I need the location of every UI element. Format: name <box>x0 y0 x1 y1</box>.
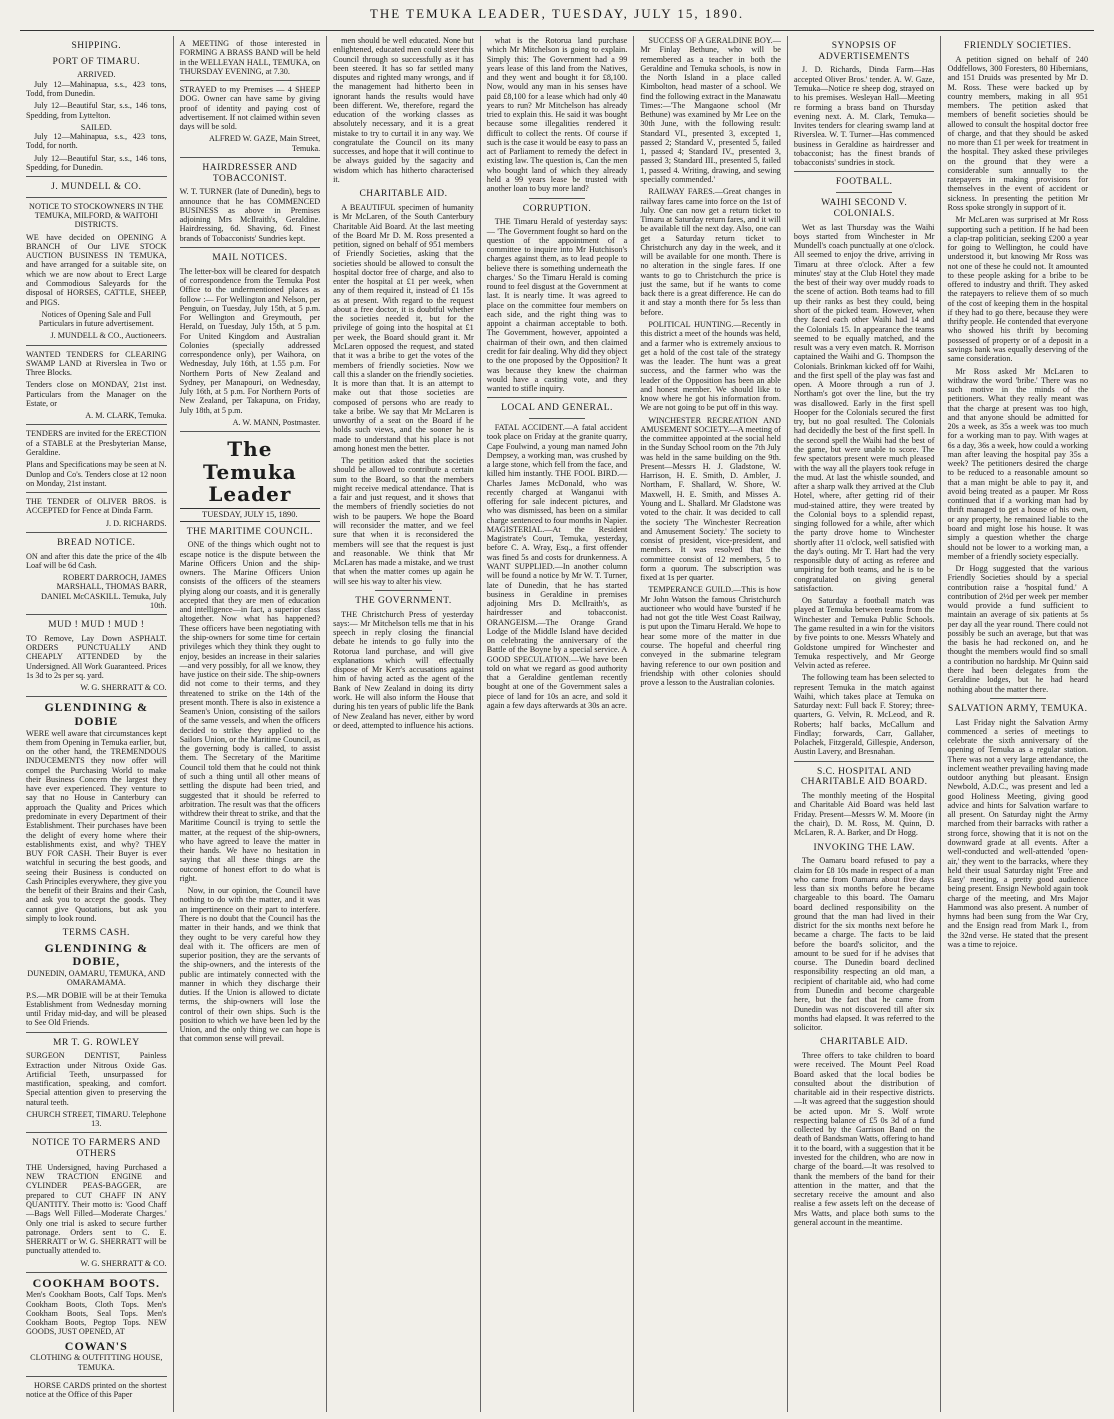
ad-body: WE have decided on OPENING A BRANCH of Our LIVE STOCK AUCTION BUSINESS IN TEMUKA, and have arranged for a suitable site, on which we are now about to Erect Large and Commodious Saleyards for the disposal of HORSES, CATTLE, SHEEP, and PIGS. <box>26 232 167 307</box>
article-body: FATAL ACCIDENT.—A fatal accident took place on Friday at the granite quarry, Cape Foulwind, a young man named John Dempsey, a working man, was crushed by a large stone, which fell from the face, and killed him instantly. THE FOOL BIRD.—Charles James McDonald, who was recently charged at Wanganui with offering for sale indecent pictures, and who was dismissed, has been on a similar charge sentenced to four months in Napier. MAGISTERIAL.—At the Resident Magistrate's Court, Temuka, yesterday, before C. A. Wray, Esq., a first offender was fined 5s and costs for drunkenness. A WANT SUPPLIED.—In another column will be found a notice by Mr W. T. Turner, late of Dunedin, that he has started business in Geraldine in premises adjoining Mrs D. McIlraith's, as hairdresser and tobacconist. ORANGEISM.—The Orange Grand Lodge of the Middle Island have decided on celebrating the anniversary of the Battle of the Boyne by a special service. A GOOD SPECULATION.—We have been told on what we regard as good authority that a Geraldine gentleman recently bought at one of the Government sales a piece of land for 10s an acre, and sold it again a few days afterwards at 30s an acre. <box>486 423 628 710</box>
divider <box>487 397 628 398</box>
article-body: Wet as last Thursday was the Waihi boys started from Winchester in Mr Mundell's coach punctually at one o'clock. All seemed to enjoy the drive, arriving in Timaru at three o'clock. After a few minutes' stay at the Club Hotel they made the best of their way over muddy roads to the scene of action. Both teams had to fill up their ranks as best they could, being short of the picked team. However, when they faced each other Waihi had 14 and the Colonials 15. In appearance the teams seemed to be equally matched, and the result was a very even match. R. Morrison captained the Waihi and G. Thompson the Colonials. Brinkman kicked off for Waihi, and the first spell of the play was fast and open. A Moore through a run of J. Northam's got over the line, but the try was disallowed. Early in the first spell Hooper for the Colonials secured the first try, but no goal resulted. The Colonials had decidedly the best of the first spell. In the second spell the Waihi had the best of the game, but were unable to score. The few spectators present were much pleased with the way all the players took refuge in the mud. At last the whistle sounded, and after a sharp walk they arrived at the Club Hotel, where, after getting rid of their mud-stained attire, they were treated by the Colonial boys to a splendid repast, singing followed for a while, after which the party drove home to Winchester shortly after 11 o'clock, well satisfied with the day's outing. Mr T. Hart had the very responsible duty of acting as referee and umpiring for both teams, and he is to be congratulated on giving general satisfaction. <box>793 222 935 593</box>
arrival-entry: July 12—Mahinapua, s.s., 423 tons, Todd, from Dunedin. <box>26 79 167 98</box>
ad-title: COOKHAM BOOTS. <box>32 1275 160 1290</box>
column-6 <box>788 36 942 1412</box>
ad-body: STRAYED to my Premises — 4 SHEEP DOG. Owner can have same by giving proof of identity and paying cost of advertisement. If not claimed within seven days will be sold. <box>179 85 321 132</box>
article-body: Now, in our opinion, the Council have nothing to do with the matter, and it was an impertinence on their part to interfere. There is no doubt that the Council has the matter in their hands, and we think that they ought to be very careful how they deal with it. The officers are men of superior position, they are the servants of the ship-owners, and the interests of the public are intimately connected with the manner in which they discharge their duties. If the Union is allowed to dictate terms, the ship-owners will lose the control of their own ships. Such is the position to which we have been led by the Union, and the only thing we can hope is that common sense will prevail. <box>179 886 321 1044</box>
article-body: The Oamaru board refused to pay a claim for £8 10s made in respect of a man who came from Oamaru about five days less than six months before he became chargeable to this board. The Oamaru board declined responsibility on the ground that the man had lived in their district for the six months next before he became a charge. The facts to be laid before the board's solicitor, and the amount to be sued for if he advises that course. The Dunedin board declined responsibility respecting an old man, a recipient of charitable aid, who had come from Dunedin and become chargeable here, but the fact that he came from Dunedin was not discovered till after six months had elapsed. It was referred to the solicitor. <box>793 856 935 1033</box>
ad-body: CLOTHING & OUTFITTING HOUSE, TEMUKA. <box>30 1353 163 1372</box>
divider <box>26 492 167 493</box>
column-2 <box>174 36 328 1412</box>
ad-body: TO Remove, Lay Down ASPHALT. ORDERS PUNCTUALLY AND CHEAPLY ATTENDED by the Undersigned. All Work Guaranteed. Prices 1s 3d to 2s per sq. yard. <box>26 633 167 680</box>
column-5 <box>634 36 788 1412</box>
ad-body: WERE well aware that circumstances kept them from Opening in Temuka earlier, but, on the other hand, the TREMENDOUS INDUCEMENTS they now offer will compel the Purchasing World to make their Business Concern the largest they have ever experienced. They venture to say that no House in Canterbury can approach the Quality and Prices which predominate in every Department of their Establishment. Their purchases have been the delight of every home where their establishments exist, and why? THEY BUY FOR CASH. Their Buyer is ever watchful in securing the best goods, and seeing their Business is conducted on Cash Principles everywhere, they give you the benefit of their Brains and their Cash, and ask you to accept the goods. They cannot give Quotations, but ask you simply to look round. <box>26 728 167 923</box>
column-7 <box>941 36 1094 1412</box>
article-subheading: INVOKING THE LAW. <box>813 842 915 853</box>
cookham-ad <box>26 1277 167 1372</box>
column-4 <box>481 36 635 1412</box>
divider <box>26 345 167 346</box>
ad-body: Plans and Specifications may be seen at N. Dunlop and Co's. Tenders close at 12 noon on Monday, 21st instant. <box>26 460 167 488</box>
article-body: The petition asked that the societies should be allowed to contribute a certain sum to the Board, so that the members might receive medical attendance. That is a fair and just request, and it shows that the members of friendly societies do not wish to be paupers. We hope the Board will reconsider the matter, and we feel sure that when it is reconsidered the members will see that the request is just and reasonable. We think that Mr McLaren has made a mistake, and we trust that when the matter comes up again he will see his way to alter his view. <box>333 456 474 586</box>
ad-signature: ALFRED W. GAZE, Main Street, Temuka. <box>208 134 321 153</box>
divider <box>26 532 167 533</box>
article-subheading: WAIHI SECOND V. COLONIALS. <box>821 198 908 219</box>
ad-title: MUD ! MUD ! MUD ! <box>48 620 145 631</box>
article-body: THE Christchurch Press of yesterday says:— Mr Mitchelson tells me that in his speech in reply closing the financial debate he intends to go fully into the Rotorua land purchase, and will give explanations which will effectually dispose of Mr Kerr's accusations against him of having acted as the agent of the Bank of New Zealand in doing its dirty work. He will also inform the House that during his ten years of public life the Bank of New Zealand has never, either by word or deed, attempted to influence his actions. <box>333 609 474 730</box>
ad-title: MR T. G. ROWLEY <box>53 1037 140 1048</box>
stock-ad <box>26 202 167 341</box>
ad-body: HORSE CARDS printed on the shortest notice at the Office of this Paper <box>26 1380 167 1400</box>
article-body: Last Friday night the Salvation Army commenced a series of meetings to celebrate the sixth anniversary of the opening of Temuka as a regular station. There was not a very large attendance, the inclement weather prevailing having made outdoor anything but pleasant. Ensign Newbold, A.D.C., was present and led a good Holiness Meeting, giving good advice and hints for Salvation warfare to all present. On Saturday night the Army marched from their barracks with rather a strong force, showing that it is not on the downward grade at all events. After a well-conducted and well-attended 'open-air,' they went to the barracks, where they held their usual Saturday night 'Free and Easy' meeting, a pretty good audience being present. Ensign Newbold again took charge of the meeting, and Mrs Major Hammond was also present. A number of hymns had been sung from the War Cry, and the Ensign read from Mark I., from the 32nd verse. He stated that the present was a time to rejoice. <box>947 717 1089 949</box>
divider <box>794 171 935 172</box>
ad-title: MAIL NOTICES. <box>212 252 288 263</box>
ad-title: TENDERS are invited for the ERECTION of a STABLE at the Presbyterian Manse, Geraldine. <box>26 429 167 457</box>
ad-body: THE Undersigned, having Purchased a NEW TRACTION ENGINE and CYLINDER PEAS-BAGGER, are prepared to CUT CHAFF IN ANY QUANTITY. Their motto is: 'Good Chaff—Bags Well Filled—Moderate Charges.' Only one trial is asked to secure further patronage. Orders sent to C. E. SHERRATT or W. G. SHERRATT will be punctually attended to. <box>26 1162 167 1256</box>
ad-signature: ROBERT DARROCH, JAMES MARSHALL, THOMAS BARR, DANIEL McCASKILL. Temuka, July 10th. <box>40 573 167 610</box>
article-body: J. D. Richards, Dinda Farm—Has accepted Oliver Bros.' tender. A. W. Gaze, Temuka—Notice re sheep dog, strayed on to his premises. Wesleyan Hall—Meeting re forming a brass band on Thursday evening next. A. M. Clark, Temuka—Invites tenders for clearing swamp land at Riverslea. W. T. Turner—Has commenced business in Geraldine as hairdresser and tobacconist; has the finest brands of tobacconists' sundries in stock. <box>793 65 935 168</box>
masthead-rule <box>20 30 1094 31</box>
oliver-ad <box>26 497 167 528</box>
ad-signature: W. G. SHERRATT & CO. <box>80 683 167 693</box>
divider <box>26 176 167 177</box>
ad-body: Men's Cookham Boots, Calf Tops. Men's Cookham Boots, Cloth Tops. Men's Cookham Boots, Seal Tops. Men's Cookham Boots, Pegtop Tops. NEW GOODS, JUST OPENED, AT <box>26 1290 167 1337</box>
article-heading: FOOTBALL. <box>835 177 893 188</box>
page-masthead: THE TEMUKA LEADER, TUESDAY, JULY 15, 1890. <box>369 6 745 21</box>
article-body: The monthly meeting of the Hospital and Charitable Aid Board was held last Friday. Present—Messrs W. M. Moore (in the chair), D. M. Ross, M. Quinn, D. McLaren, R. A. Barker, and Dr Hogg. <box>793 791 935 838</box>
terms-label: TERMS CASH. <box>62 928 130 939</box>
article-body: Mr Ross asked Mr McLaren to withdraw the word 'bribe.' There was no such motive in the minds of the petitioners. What they really meant was that the charge at present was too high, and that anyone should be admitted for 20s a week, as 35s a week was too much for a working man to pay. With wages at 6s a day, 36s a week, how could a working man after leaving the hospital pay 35s a week? The petitioners desired the charge to be reduced to a reasonable amount so that a man might be able to pay it, and avoid being treated as a pauper. Mr Ross continued that if a working man had by thrift managed to get a house of his own, or any property, he remained liable to the board and might lose his house. It was simply a question whether the charge should not be lower to a working man, a member of a friendly society especially. <box>947 366 1089 561</box>
column-3 <box>327 36 481 1412</box>
divider <box>26 1272 167 1273</box>
divider <box>529 198 585 199</box>
sailed-label: SAILED. <box>80 122 112 132</box>
article-body: men should be well educated. None but enlightened, educated men could steer this Council through so successfully as it has been steered. It has so far settled many disputes and righted many wrongs, and if the management had hitherto been in ignorant hands the results would have been different. We, therefore, regard the education of the working classes as absolutely necessary, and it is a great mistake to try to curtail it in any way. We congratulate the Council on its many successes, and hope that it will continue to be always guided by the sagacity and wisdom which has hitherto characterised it. <box>333 36 474 184</box>
ad-signature: J. D. RICHARDS. <box>105 518 167 528</box>
news-item: SUCCESS OF A GERALDINE BOY.—Mr Finlay Bethune, who will be remembered as a teacher in both the Geraldine and Temuka schools, is now in the North Island in a place called Kimbolton, head master of a school. We find the following extract in the Manawatu Times:—'The Mangaone school (Mr Bethune) was examined by Mr Lee on the 30th June, with the following result: Standard VI., presented 3, excepted 1, passed 2; Standard V., presented 5, failed 1, passed 4; Standard IV., presented 3, passed 3; Standard III., presented 5, failed 1, passed 4. Writing, drawing, and sewing specially commended.' <box>640 36 781 184</box>
ad-body: DUNEDIN, OAMARU, TEMUKA, AND OMARAMAMA. <box>27 968 166 988</box>
ad-body: The letter-box will be cleared for despatch of correspondence from the Temuka Post Office to the undermentioned places as follow :— For Wellington and Nelson, per Penguin, on Tuesday, July 15th, at 5 p.m. For Wellington and Greymouth, per Herald, on Tuesday, July 15th, at 5 p.m. For United Kingdom and Australian Colonies (specially addressed correspondence only), per Waihora, on Wednesday, July 16th, at 1.55 p.m. For Northern Ports of New Zealand and Sydney, per Manapouri, on Wednesday, July 16th, at 5 p.m. For Northern Ports of New Zealand, per Takapuna, on Friday, July 18th, at 5 p.m. <box>179 266 321 415</box>
article-heading: LOCAL AND GENERAL. <box>501 403 613 414</box>
brass-band-ad <box>180 39 321 76</box>
article-body: On Saturday a football match was played at Temuka between teams from the Winchester and Temuka Public Schools. The game resulted in a win for the visitors by five points to one. Messrs Whately and Goldstone umpired for Winchester and Temuka respectively, and Mr George Velvin acted as referee. <box>793 596 935 671</box>
divider <box>180 157 321 158</box>
article-subheading: CHARITABLE AID. <box>820 1037 909 1048</box>
article-body: The following team has been selected to represent Temuka in the match against Waihi, which takes place at Temuka on Saturday next: Full back F. Storey; three-quarters, G. Velvin, R. McLeod, and R. Roberts; half backs, McCallum and Findlay; forwards, Carr, Gallaher, Polachek, Fitzgerald, Gillespie, Anderson, Austin Lavery, and Bresnahan. <box>793 673 935 757</box>
article-body: A petition signed on behalf of 240 Oddfellows, 300 Foresters, 80 Hibernians, and 151 Druids was presented by Mr D. M. Ross. These were backed up by country members, making in all 951 members. The petition asked that members of benefit societies should be allowed to consult the hospital doctor free of charge, and that they should be asked no more than £1 per week for treatment in the hospital. They asked these privileges on the ground that they were a considerable sum annually to the ratepayers in making provisions for themselves in the event of accident or sickness. In presenting the petition Mr Ross spoke strongly in support of it. <box>947 54 1089 212</box>
rowley-ad <box>26 1038 167 1129</box>
divider <box>990 698 1046 699</box>
divider <box>26 696 167 697</box>
ad-heading: J. MUNDELL & CO. <box>51 182 142 193</box>
ad-body: ON and after this date the price of the 4lb Loaf will be 6d Cash. <box>26 551 167 570</box>
article-heading: CORRUPTION. <box>522 203 592 214</box>
hairdresser-ad <box>180 163 321 243</box>
ad-body: THE TENDER of OLIVER BROS. is ACCEPTED for Fence at Dinda Farm. <box>26 497 167 516</box>
column-grid <box>20 36 1094 1412</box>
news-item: RAILWAY FARES.—Great changes in railway fares came into force on the 1st of July. One can now get a return ticket to Timaru at Saturday return fares, and it will be available till the next day. Also, one can get a Saturday return ticket to Christchurch any day in the week, and it will be available for one month. There is no alteration in the single fares. If one wants to go to Christchurch the price is just the same, but if he wants to come back there is a great difference. He can do it and stay a month there for 5s less than before. <box>640 187 781 317</box>
article-heading: SYNOPSIS OF ADVERTISEMENTS <box>818 41 910 62</box>
farmers-ad <box>26 1138 167 1267</box>
ad-title: BREAD NOTICE. <box>57 537 136 548</box>
news-item: TEMPERANCE GUILD.—This is how Mr John Watson the famous Christchurch auctioneer who would have 'bursted' if he had not got the title West Coast Railway, is put upon the Timaru Herald. We hope to hear some more of the matter in due course. The hopeful and cheerful ring conveyed in the submarine telegram having reference to our own position and friendship with other colonies should prove a lesson to the Australian colonies. <box>640 585 781 688</box>
divider <box>26 1132 167 1133</box>
mud-ad <box>26 620 167 692</box>
strayed-ad <box>180 85 321 153</box>
clearing-ad <box>26 350 167 421</box>
ad-body: Tenders close on MONDAY, 21st inst. Particulars from the Manager on the Estate, or <box>26 380 167 408</box>
glendining-ad <box>26 701 167 1027</box>
divider <box>836 192 892 193</box>
article-body: ONE of the things which ought not to escape notice is the dispute between the Marine Officers Union and the ship-owners. The Marine Officers Union consists of the officers of the steamers plying along our coasts, and it is generally accepted that they are men of education and intelligence—in fact, a superior class altogether. Now what has happened? These officers have been negotiating with the ship-owners for some time for certain privileges which they think they ought to enjoy, besides an increase in their salaries—and very possibly, for all we know, they have justice on their side. The ship-owners did not come to their terms, and they threatened to strike on the 14th of the present month. There is also in existence a Seamen's Union, consisting of the sailors of the same vessels, and when the officers decided to strike they applied to the Sailors Union, or the Maritime Council, as the governing body is called, to assist them. The Secretary of the Maritime Council told them that he could not think of such a thing until all other means of settling the dispute had been tried, and suggested that it should be referred to arbitration. The result was that the officers withdrew their threat to strike, and that the Maritime Council is trying to settle the matter, at the request of the ship-owners, who have agreed to leave the matter in their hands. We have no hesitation in saying that all these things are the outcome of honest effort to do what is right. <box>179 540 321 883</box>
divider <box>26 197 167 198</box>
ad-body: P.S.—MR DOBIE will be at their Temuka Establishment from Wednesday morning until Friday mid-day, and will be pleased to See Old Friends. <box>26 990 167 1028</box>
ad-body: SURGEON DENTIST, Painless Extraction under Nitrous Oxide Gas. Artificial Teeth, unsurpassed for mastification, speaking, and comfort. Special attention given to preserving the natural teeth. <box>26 1051 167 1107</box>
shipping-heading: SHIPPING. <box>71 41 122 51</box>
article-body: A BEAUTIFUL specimen of humanity is Mr McLaren, of the South Canterbury Charitable Aid Board. At the last meeting of the Board Mr D. M. Ross presented a petition, signed on behalf of 951 members of Friendly Societies, asking that the societies should be allowed to consult the hospital doctor free of charge, and also to enter the hospital at £1 per week, when any of them required it, instead of £1 15s as at present. With regard to the request about a free doctor, it is doubtful whether the societies needed it, but for the privilege of going into the hospital at £1 per week, the Board should grant it. Mr McLaren opposed the request, and stated that it was a bribe to get the votes of the members of friendly societies. Now we call this a slander on the friendly societies. It is more than that. It is an attempt to make out that those societies are composed of persons who are ready to take a bribe. We say that Mr McLaren is unworthy of a seat on the Board if he holds such views, and the sooner he is made to understand that his place is not among honest men the better. <box>333 202 474 453</box>
divider <box>375 590 431 591</box>
ad-signature: A. M. CLARK, Temuka. <box>85 411 167 421</box>
divider <box>794 761 935 762</box>
ad-title: GLENDINING & DOBIE <box>44 700 149 729</box>
divider <box>26 614 167 615</box>
ad-title: NOTICE TO STOCKOWNERS IN THE TEMUKA, MILFORD, & WAITOHI DISTRICTS. <box>29 201 164 230</box>
article-subheading: FRIENDLY SOCIETIES. <box>964 41 1072 51</box>
divider <box>180 431 321 432</box>
divider <box>180 247 321 248</box>
ad-body: W. T. TURNER (late of Dunedin), begs to announce that he has COMMENCED BUSINESS as above in Premises adjoining Mrs McIlraith's, Geraldine. Hairdressing, 6d. Shaving, 6d. Finest brands of Tobacconists' Sundries kept. <box>179 187 321 243</box>
article-body: Three offers to take children to board were received. The Mount Peel Road Board asked that the local bodies be consulted about the distribution of charitable aid in their respective districts.—It was agreed that the suggestion should be acted upon. Mr S. Wolf wrote respecting balance of £5 0s 3d of a fund collected by the Garrison Band on the death of Bandsman Watts, offering to hand it to the board, with a suggestion that it be invested for the children, who are now in charge of the board.—It was resolved to thank the members of the band for their attention in the matter, and that the secretary receive the amount and also realise a few assets left on the decease of Mrs Watts, and place both sums to the general account in the meantime. <box>793 1051 935 1227</box>
column-1 <box>20 36 174 1412</box>
divider <box>26 1032 167 1033</box>
sailing-entry: July 12—Beautiful Star, s.s., 146 tons, Spedding, for Dunedin. <box>26 153 167 172</box>
ad-title: HAIRDRESSER AND TOBACCONIST. <box>202 162 298 184</box>
ad-signature: J. MUNDELL & CO., Auctioneers. <box>50 331 167 341</box>
sailing-entry: July 12—Mahinapua, s.s., 423 tons, Todd, for north. <box>26 132 167 151</box>
divider <box>180 80 321 81</box>
divider <box>529 418 585 419</box>
ad-signature: W. G. SHERRATT & CO. <box>80 1258 167 1268</box>
article-heading: CHARITABLE AID. <box>359 189 448 200</box>
ad-body: CHURCH STREET, TIMARU. Telephone 13. <box>26 1109 167 1129</box>
article-body: THE Timaru Herald of yesterday says:— 'The Government fought so hard on the question of the appointment of a committee to inquire into Mr Hutchison's charges against them, as to lead people to believe there is something underneath the charges.' So the Timaru Herald is coming round to feel disgust at the Government at last. It is nearly time. It was agreed to place on the committee four members on each side, and the right thing was to appoint a chairman acceptable to both. The Government, however, appointed a chairman of their own, and then claimed credit for fair dealing. Why did they object to the one proposed by the Opposition? It was because they knew the chairman would have a casting vote, and they wanted to stifle inquiry. <box>486 217 628 394</box>
article-body: Mr McLaren was surprised at Mr Ross supporting such a petition. If he had been a clap-trap politician, seeking £200 a year for going to Wellington, he could have understood it, but knowing Mr Ross was not one of these he could not. It amounted to these people asking for a bribe to be offered to industry and thrift. They asked the ratepayers to relieve them of so much of the cost of keeping them in the hospital if they had to go there, because they were thrifty people. He contended that everyone who showed his thrift by becoming possessed of property or of a deposit in a savings bank was equally deserving of the same consideration. <box>947 215 1089 364</box>
news-item: WINCHESTER RECREATION AND AMUSEMENT SOCIETY.—A meeting of the committee appointed at the social held in the Sunday School room on the 7th July was held in the same building on the 9th. Present—Messrs H. J. Gladstone, W. Harrison, H. E. Smith, D. Ambler, J. Northam, F. Shallard, W. Shore, W. Maxwell, H. E. Smith, and Misses A. Young and L. Shallard. Mr Gladstone was voted to the chair. It was decided to call the society 'The Winchester Recreation and Amusement Society.' The society to consist of president, vice-president, and members. It was resolved that the committee consist of 12 members, 5 to form a quorum. The subscription was fixed at 1s per quarter. <box>640 415 781 583</box>
port-heading: PORT OF TIMARU. <box>52 56 141 67</box>
arrived-label: ARRIVED. <box>77 70 116 80</box>
ad-title: GLENDINING & DOBIE, <box>44 940 149 969</box>
news-item: POLITICAL HUNTING.—Recently in this district a meet of the hounds was held, and a farmer who is extremely anxious to get a hold of the cost tale of the strategy was the leader. The hunt was a great success, and the farmer who was the leader of the Opposition has been an able and honest member. We should like to know where he got his information from. We are not going to be put off in this way. <box>640 319 781 413</box>
ad-body: Notices of Opening Sale and Full Particulars in future advertisement. <box>38 309 154 329</box>
article-body: what is the Rotorua land purchase which Mr Mitchelson is going to explain. Simply this: The Government had a 99 years lease of this land from the Natives, and they went and bought it for £8,100. Now, would any man in his senses have paid £8,100 for a lease which had only 40 years to run? Mr Mitchelson has already tried to explain this. He said it was bought because some illegalities rendered it difficult to collect the rents. Of course if such is the case it would be easy to pass an act of Parliament to remedy the defect in existing law. The question is, Can the men who bought land of which they already held a 99 years lease be trusted with another loan to buy more land? <box>486 36 628 194</box>
ad-title: COWAN'S <box>64 1338 128 1353</box>
ad-title: WANTED TENDERS for CLEARING SWAMP LAND at Riverslea in Two or Three Blocks. <box>26 349 167 378</box>
divider <box>26 1376 167 1377</box>
divider <box>26 424 167 425</box>
newspaper-nameplate: The Temuka Leader <box>202 437 297 507</box>
article-heading: SALVATION ARMY, TEMUKA. <box>948 703 1088 714</box>
arrival-entry: July 12—Beautiful Star, s.s., 146 tons, Spedding, from Lyttelton. <box>26 101 167 120</box>
article-heading: THE GOVERNMENT. <box>355 595 452 606</box>
issue-date: TUESDAY, JULY 15, 1890. <box>180 508 321 522</box>
article-body: Dr Hogg suggested that the various Friendly Societies should by a special contribution raise a 'hospital fund.' A contribution of 2½d per week per member would provide a fund sufficient to maintain an average of six patients at 5s per day all the year round. There could not possibly be such an average, but that was the basis he had reckoned on, and he thought the members would find so small a contribution no hardship. Mr Quinn said there had been delegates from the Geraldine lodges, but he had heard nothing about the matter there. <box>947 564 1089 694</box>
stable-ad <box>26 429 167 488</box>
article-heading: S.C. HOSPITAL AND CHARITABLE AID BOARD. <box>800 766 928 788</box>
ad-title: NOTICE TO FARMERS AND OTHERS <box>32 1138 161 1160</box>
article-heading: THE MARITIME COUNCIL. <box>186 526 314 537</box>
ad-signature: A. W. MANN, Postmaster. <box>232 417 321 427</box>
mail-notices <box>180 253 321 427</box>
bread-ad <box>26 538 167 610</box>
ad-body: A MEETING of those interested in FORMING A BRASS BAND will be held in the WELLEYAN HALL, TEMUKA, on THURSDAY EVENING, at 7.30. <box>179 39 321 76</box>
